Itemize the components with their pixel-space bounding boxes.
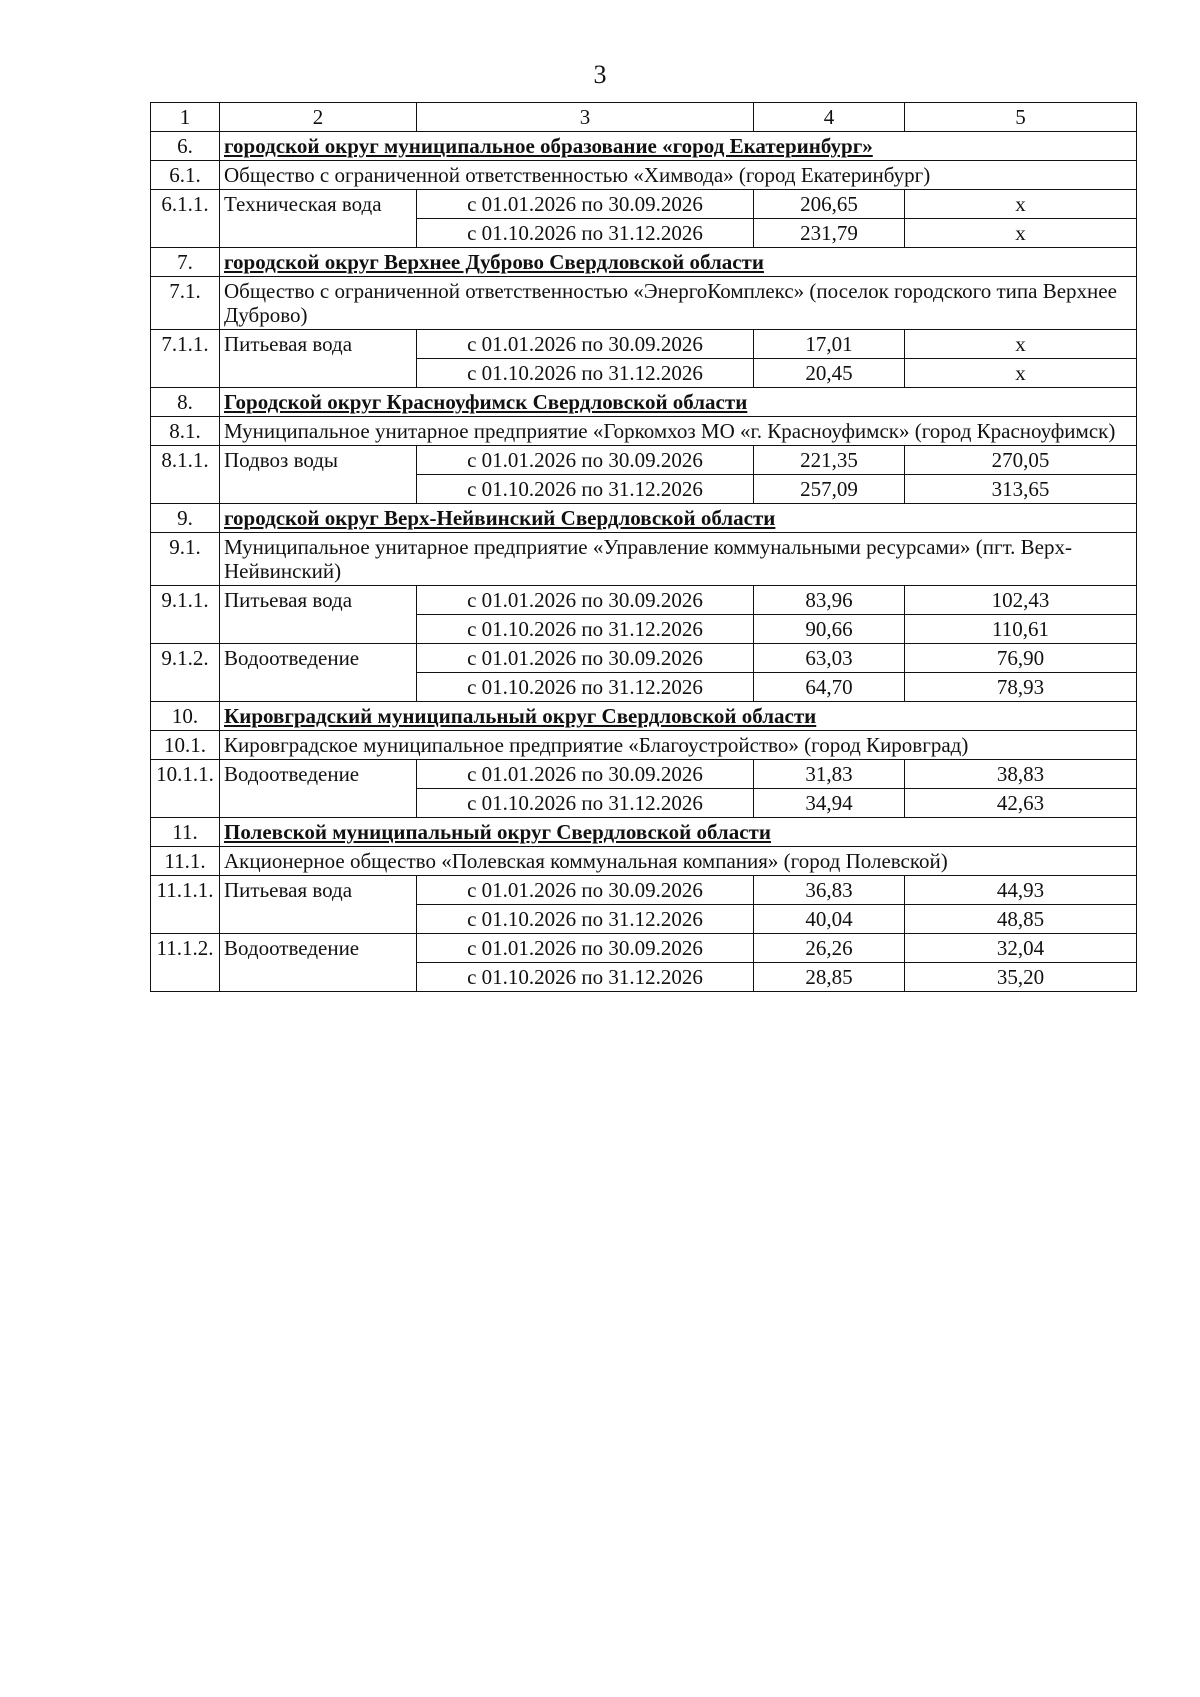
section-number: 9.	[151, 504, 220, 533]
tariff-value: 221,35	[754, 446, 905, 475]
section-title: городской округ муниципальное образование «город Екатеринбург»	[220, 132, 1137, 161]
organization-number: 6.1.	[151, 161, 220, 190]
tariff-value: 257,09	[754, 475, 905, 504]
period: с 01.10.2026 по 31.12.2026	[417, 673, 754, 702]
period: с 01.01.2026 по 30.09.2026	[417, 760, 754, 789]
tariff-value: 17,01	[754, 330, 905, 359]
section-number: 11.	[151, 818, 220, 847]
period: с 01.10.2026 по 31.12.2026	[417, 963, 754, 992]
period: с 01.10.2026 по 31.12.2026	[417, 789, 754, 818]
tariff-row	[151, 760, 1137, 789]
organization-row	[151, 417, 1137, 446]
section-title: Полевской муниципальный округ Свердловской области	[220, 818, 1137, 847]
table-header-row	[151, 103, 1137, 132]
section-title: Кировградский муниципальный округ Свердловской области	[220, 702, 1137, 731]
organization-row	[151, 847, 1137, 876]
organization-name: Кировградское муниципальное предприятие «Благоустройство» (город Кировград)	[220, 731, 1137, 760]
period: с 01.01.2026 по 30.09.2026	[417, 876, 754, 905]
item-name: Питьевая вода	[220, 876, 417, 934]
tariff-value: 90,66	[754, 615, 905, 644]
organization-row	[151, 161, 1137, 190]
section-row	[151, 702, 1137, 731]
item-number: 9.1.1.	[151, 586, 220, 644]
tariff-value: 40,04	[754, 905, 905, 934]
tariff-value-vat: 32,04	[905, 934, 1137, 963]
tariff-value: 20,45	[754, 359, 905, 388]
item-number: 7.1.1.	[151, 330, 220, 388]
tariff-value-vat: 270,05	[905, 446, 1137, 475]
section-number: 7.	[151, 248, 220, 277]
tariff-value: 83,96	[754, 586, 905, 615]
section-title: городской округ Верх-Нейвинский Свердловской области	[220, 504, 1137, 533]
tariff-row	[151, 586, 1137, 615]
tariff-value: 28,85	[754, 963, 905, 992]
section-row	[151, 132, 1137, 161]
organization-name: Акционерное общество «Полевская коммунальная компания» (город Полевской)	[220, 847, 1137, 876]
period: с 01.01.2026 по 30.09.2026	[417, 446, 754, 475]
section-row	[151, 504, 1137, 533]
period: с 01.01.2026 по 30.09.2026	[417, 330, 754, 359]
tariff-row	[151, 190, 1137, 219]
period: с 01.01.2026 по 30.09.2026	[417, 644, 754, 673]
organization-number: 7.1.	[151, 277, 220, 330]
section-title: Городской округ Красноуфимск Свердловской области	[220, 388, 1137, 417]
tariff-value-vat: х	[905, 330, 1137, 359]
organization-name: Общество с ограниченной ответственностью «ЭнергоКомплекс» (поселок городского типа Верхнее Дуброво)	[220, 277, 1137, 330]
organization-row	[151, 533, 1137, 586]
period: с 01.10.2026 по 31.12.2026	[417, 475, 754, 504]
period: с 01.10.2026 по 31.12.2026	[417, 905, 754, 934]
tariff-value: 64,70	[754, 673, 905, 702]
item-name: Водоотведение	[220, 760, 417, 818]
tariff-value-vat: 110,61	[905, 615, 1137, 644]
tariff-value-vat: х	[905, 359, 1137, 388]
section-title: городской округ Верхнее Дуброво Свердловской области	[220, 248, 1137, 277]
tariff-value-vat: 78,93	[905, 673, 1137, 702]
organization-row	[151, 277, 1137, 330]
period: с 01.01.2026 по 30.09.2026	[417, 190, 754, 219]
tariff-value: 231,79	[754, 219, 905, 248]
header-cell: 5	[905, 103, 1137, 132]
organization-name: Муниципальное унитарное предприятие «Управление коммунальными ресурсами» (пгт. Верх-Нейвинский)	[220, 533, 1137, 586]
tariff-value: 63,03	[754, 644, 905, 673]
section-number: 8.	[151, 388, 220, 417]
organization-row	[151, 731, 1137, 760]
tariff-row	[151, 644, 1137, 673]
tariff-value: 26,26	[754, 934, 905, 963]
item-name: Водоотведение	[220, 644, 417, 702]
tariff-value-vat: 313,65	[905, 475, 1137, 504]
organization-number: 11.1.	[151, 847, 220, 876]
tariff-value: 34,94	[754, 789, 905, 818]
tariff-row	[151, 330, 1137, 359]
tariff-value-vat: 44,93	[905, 876, 1137, 905]
item-name: Питьевая вода	[220, 586, 417, 644]
period: с 01.10.2026 по 31.12.2026	[417, 359, 754, 388]
tariff-value-vat: 76,90	[905, 644, 1137, 673]
item-number: 9.1.2.	[151, 644, 220, 702]
organization-number: 8.1.	[151, 417, 220, 446]
header-cell: 1	[151, 103, 220, 132]
tariff-row	[151, 446, 1137, 475]
item-number: 11.1.1.	[151, 876, 220, 934]
page-number: 3	[593, 60, 607, 89]
tariff-value: 206,65	[754, 190, 905, 219]
tariff-value-vat: 42,63	[905, 789, 1137, 818]
tariff-value: 36,83	[754, 876, 905, 905]
period: с 01.10.2026 по 31.12.2026	[417, 219, 754, 248]
item-number: 8.1.1.	[151, 446, 220, 504]
item-name: Водоотведение	[220, 934, 417, 992]
item-name: Техническая вода	[220, 190, 417, 248]
header-cell: 4	[754, 103, 905, 132]
tariff-value-vat: 35,20	[905, 963, 1137, 992]
header-cell: 3	[417, 103, 754, 132]
item-name: Подвоз воды	[220, 446, 417, 504]
period: с 01.10.2026 по 31.12.2026	[417, 615, 754, 644]
item-number: 6.1.1.	[151, 190, 220, 248]
tariff-value: 31,83	[754, 760, 905, 789]
tariff-value-vat: х	[905, 219, 1137, 248]
item-number: 11.1.2.	[151, 934, 220, 992]
section-row	[151, 818, 1137, 847]
period: с 01.01.2026 по 30.09.2026	[417, 934, 754, 963]
tariff-value-vat: 48,85	[905, 905, 1137, 934]
item-number: 10.1.1.	[151, 760, 220, 818]
tariff-value-vat: х	[905, 190, 1137, 219]
tariff-value-vat: 38,83	[905, 760, 1137, 789]
period: с 01.01.2026 по 30.09.2026	[417, 586, 754, 615]
section-number: 10.	[151, 702, 220, 731]
tariff-row	[151, 876, 1137, 905]
tariff-row	[151, 934, 1137, 963]
tariff-value-vat: 102,43	[905, 586, 1137, 615]
organization-number: 10.1.	[151, 731, 220, 760]
section-row	[151, 388, 1137, 417]
section-number: 6.	[151, 132, 220, 161]
organization-name: Общество с ограниченной ответственностью «Химвода» (город Екатеринбург)	[220, 161, 1137, 190]
item-name: Питьевая вода	[220, 330, 417, 388]
tariff-table	[150, 102, 1137, 992]
organization-number: 9.1.	[151, 533, 220, 586]
header-cell: 2	[220, 103, 417, 132]
organization-name: Муниципальное унитарное предприятие «Горкомхоз МО «г. Красноуфимск» (город Красноуфимск)	[220, 417, 1137, 446]
section-row	[151, 248, 1137, 277]
